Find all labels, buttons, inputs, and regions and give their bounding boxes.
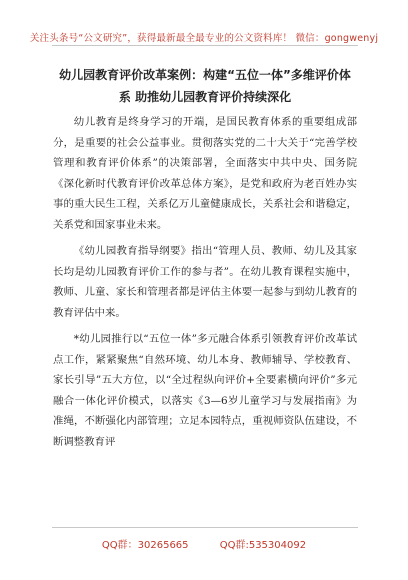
footer-qq-group-2: QQ群:535304092	[219, 540, 307, 551]
page-header-promo: 关注头条号“公文研究”，获得最新最全最专业的公文资料库！ 微信：gongwenyj	[29, 33, 379, 44]
footer-divider	[52, 527, 358, 528]
paragraph: *幼儿园推行以“五位一体”多元融合体系引领教育评价改革试点工作，紧紧聚焦“自然环境、幼儿本身、教师辅导、学校教育、家长引导”五大方位，以“全过程纵向评价+全要素横向评价”多元融合一体化评价模式，以落实《3—6岁儿童学习与发展指南》为准绳，不断强化内部管理；立足本园特点，重视师资队伍建设，不断调整教育评	[53, 333, 357, 448]
document-body	[53, 112, 357, 458]
header-divider	[52, 45, 358, 46]
paragraph: 幼儿教育是终身学习的开端，是国民教育体系的重要组成部分，是重要的社会公益事业。贯彻落实党的二十大关于“完善学校管理和教育评价体系”的决策部署，全面落实中共中央、国务院《深化新时代教育评价改革总体方案》，是党和政府为老百姓办实事的重大民生工程，关系亿万儿童健康成长，关系社会和谐稳定，关系党和国家事业未来。	[53, 116, 357, 231]
title-line-1: 幼儿园教育评价改革案例：构建“五位一体”多维评价体	[59, 68, 351, 82]
paragraph: 《幼儿园教育指导纲要》指出“管理人员、教师、幼儿及其家长均是幼儿园教育评价工作的参与者”。在幼儿教育课程实施中，教师、儿童、家长和管理者都是评估主体要一起参与到幼儿教育的教育评估中来。	[53, 245, 357, 319]
document-title	[48, 64, 362, 108]
page-footer	[0, 536, 408, 551]
title-line-2: 系 助推幼儿园教育评价持续深化	[118, 90, 292, 104]
footer-qq-group-1: QQ群：30265665	[101, 540, 189, 551]
